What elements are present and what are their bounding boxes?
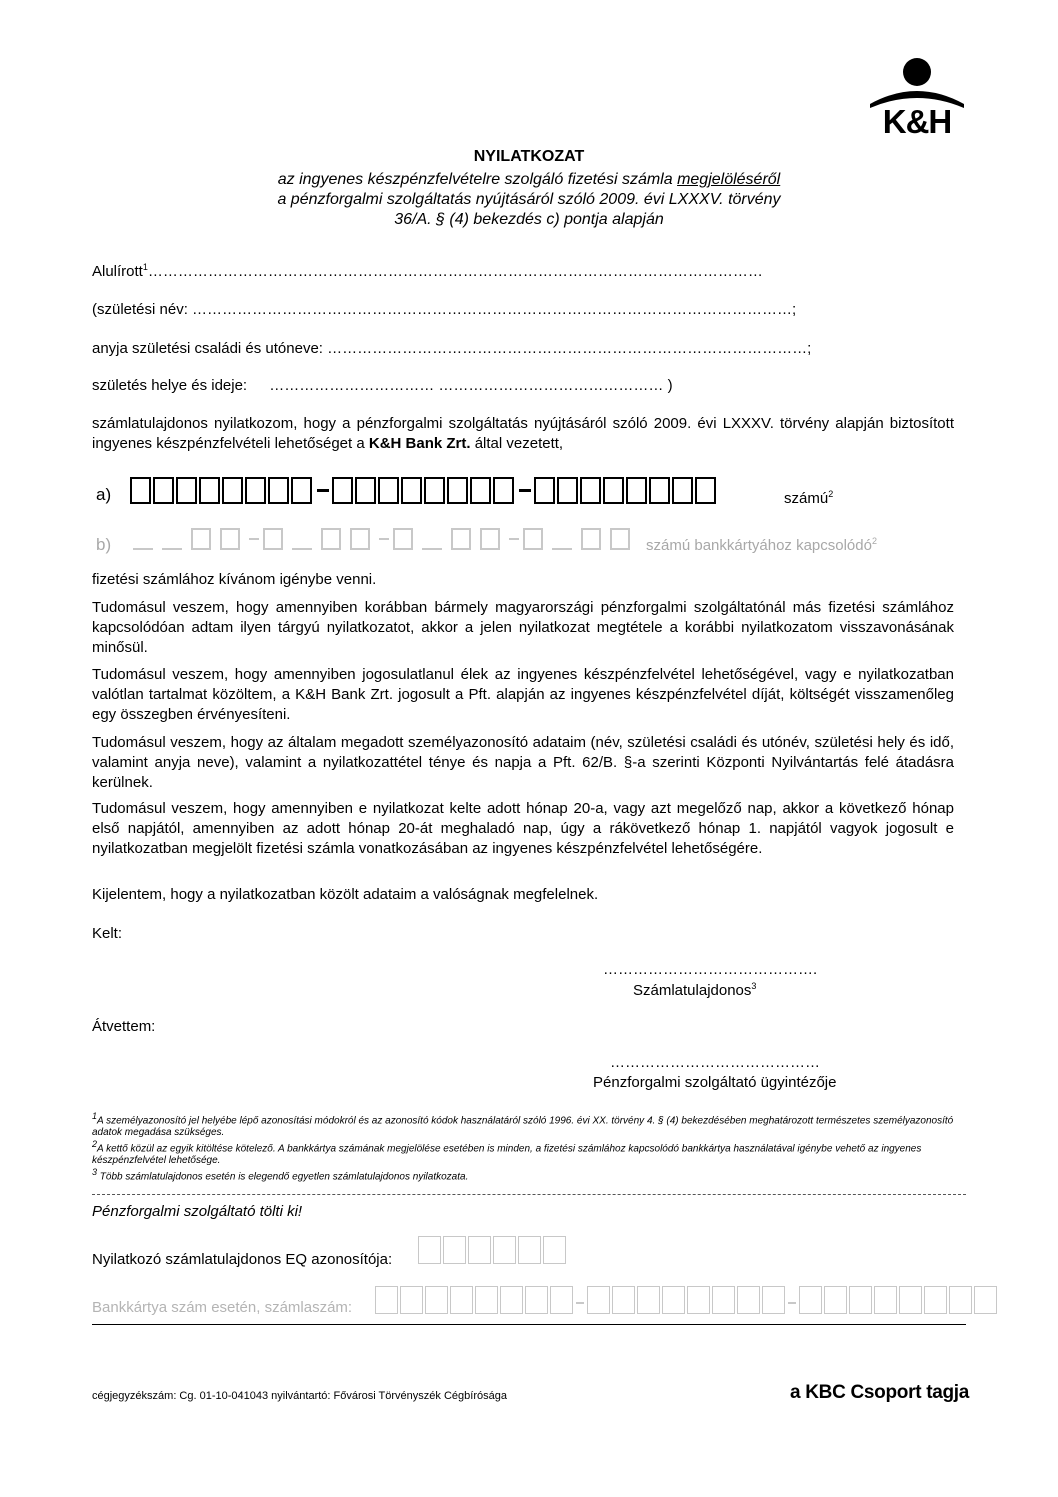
account-number-input-a[interactable] xyxy=(130,477,718,504)
paragraph-1: Tudomásul veszem, hogy amennyiben korábban bármely magyarországi pénzforgalmi szolgáltatónál más fizetési számlához kapcsolódóan adtam ilyen tárgyú nyilatkozatot, akkor a jelen nyilatkozat megtétele a korábbi nyilatkozatom visszavonásának minősül. xyxy=(92,599,954,656)
card-number-input-b[interactable] xyxy=(133,528,639,550)
eq-id-input[interactable] xyxy=(418,1236,568,1264)
option-a-label: a) xyxy=(96,485,112,504)
eq-id-label: Nyilatkozó számlatulajdonos EQ azonosítója: xyxy=(92,1251,393,1268)
intro-paragraph: számlatulajdonos nyilatkozom, hogy a pénzforgalmi szolgáltatás nyújtásáról szóló 2009. évi LXXXV. törvény alapján biztosított ingyenes készpénzfelvételi lehetőséget a K&H Bank Zrt. által vezetett, xyxy=(92,415,954,452)
card-account-input[interactable] xyxy=(375,1286,999,1314)
kh-logo-symbol-icon xyxy=(864,54,970,110)
owner-signature-label: Számlatulajdonos$^3$ xyxy=(633,981,757,999)
subtitle-underlined: megjelöléséről xyxy=(677,171,781,188)
kelt-label: Kelt: xyxy=(92,925,123,942)
company-registry: cégjegyzékszám: Cg. 01-10-041043 nyilvántartó: Fővárosi Törvényszék Cégbírósága xyxy=(92,1390,507,1402)
subtitle-line-3: 36/A. § (4) bekezdés c) pontja alapján xyxy=(394,211,664,228)
paragraph-2: Tudomásul veszem, hogy amennyiben jogosulatlanul élek az ingyenes készpénzfelvétel lehetőségével, vagy e nyilatkozatban valótlan tartalmat közöltem, a K&H Bank Zrt. jogosult a Pft. alapján az ingyenes készpénzfelvétel díját, költségét visszamenőleg egy összegben érvényesíteni. xyxy=(92,666,954,723)
paragraph-fizetesi: fizetési számlához kívánom igénybe venni. xyxy=(92,571,377,588)
atvettem-label: Átvettem: xyxy=(92,1018,156,1035)
kh-logo xyxy=(864,54,970,138)
alulirott-field[interactable]: Alulírott$^1$…………………………………………………………………………………………………………… xyxy=(92,262,763,280)
paragraph-4: Tudomásul veszem, hogy amennyiben e nyilatkozat kelte adott hónap 20-a, vagy azt megelőző nap, akkor a következő hónap első napjától, amennyiben az adott hónap 20-át meghaladó nap, úgy a rákövetkező hónap 1. napjától vagyok jogosult e nyilatkozatban megjelölt fizetési számla vonatkozásában az ingyenes készpénzfelvétel lehetőségére. xyxy=(92,800,954,857)
footnote-2: $^2$A kettő közül az egyik kitöltése kötelező. A bankkártya számának megjelölése esetében is minden, a fizetési számlához kapcsolódó bankkártya használatával igénybe vehető az ingyenes készpénzfelvétel lehetősége. xyxy=(92,1139,922,1167)
bottom-divider xyxy=(92,1324,966,1325)
owner-signature-line[interactable]: ……………………………………. xyxy=(603,961,818,978)
kbc-group-tagline: a KBC Csoport tagja xyxy=(790,1382,970,1403)
page-title: NYILATKOZAT xyxy=(473,148,585,165)
anyja-neve-field[interactable]: anyja születési családi és utóneve: ……………………………………………………………………………………; xyxy=(92,340,812,357)
paragraph-3: Tudomásul veszem, hogy az általam megadott személyazonosító adataim (név, születési családi és utónév, születési hely és idő, valamint anyja neve), valamint a nyilatkozattétel ténye és napja a Pft. 62/B. §-a szerinti Központi Nyilvántartás felé átadásra kerülnek. xyxy=(92,734,954,791)
kh-logo-text: K&H xyxy=(882,103,952,140)
section-divider xyxy=(92,1194,966,1195)
szuletes-helye-ideje-field[interactable]: születés helye és ideje: …………………………… ……………………………………… ) xyxy=(92,377,673,394)
page-subtitle xyxy=(0,170,1058,230)
paragraph-5: Kijelentem, hogy a nyilatkozatban közölt adataim a valóságnak megfelelnek. xyxy=(92,886,599,903)
option-b-suffix: számú bankkártyához kapcsolódó$^2$ xyxy=(646,536,877,554)
provider-heading: Pénzforgalmi szolgáltató tölti ki! xyxy=(92,1203,303,1220)
subtitle-line-1: az ingyenes készpénzfelvételre szolgáló fizetési számla xyxy=(277,171,678,188)
card-account-label: Bankkártya szám esetén, számlaszám: xyxy=(92,1299,353,1316)
option-a-suffix: számú$^2$ xyxy=(784,489,834,507)
footnote-1: $^1$A személyazonosító jel helyébe lépő azonosítási módokról és az azonosító kódok használatáról szóló 1996. évi XX. törvény 4. § (4) bekezdésében meghatározott természetes személyazonosító adatok megadása szükséges. xyxy=(92,1111,954,1139)
clerk-signature-label: Pénzforgalmi szolgáltató ügyintézője xyxy=(593,1074,837,1091)
clerk-signature-line[interactable]: …………………………………… xyxy=(610,1054,820,1071)
footnote-3: $^3$ Több számlatulajdonos esetén is elegendő egyetlen számlatulajdonos nyilatkozata. xyxy=(92,1167,469,1183)
subtitle-line-2: a pénzforgalmi szolgáltatás nyújtásáról szóló 2009. évi LXXXV. törvény xyxy=(277,191,781,208)
szuletesi-nev-field[interactable]: (születési név: …………………………………………………………………………………………………………; xyxy=(92,301,797,318)
option-b-label: b) xyxy=(96,535,112,554)
